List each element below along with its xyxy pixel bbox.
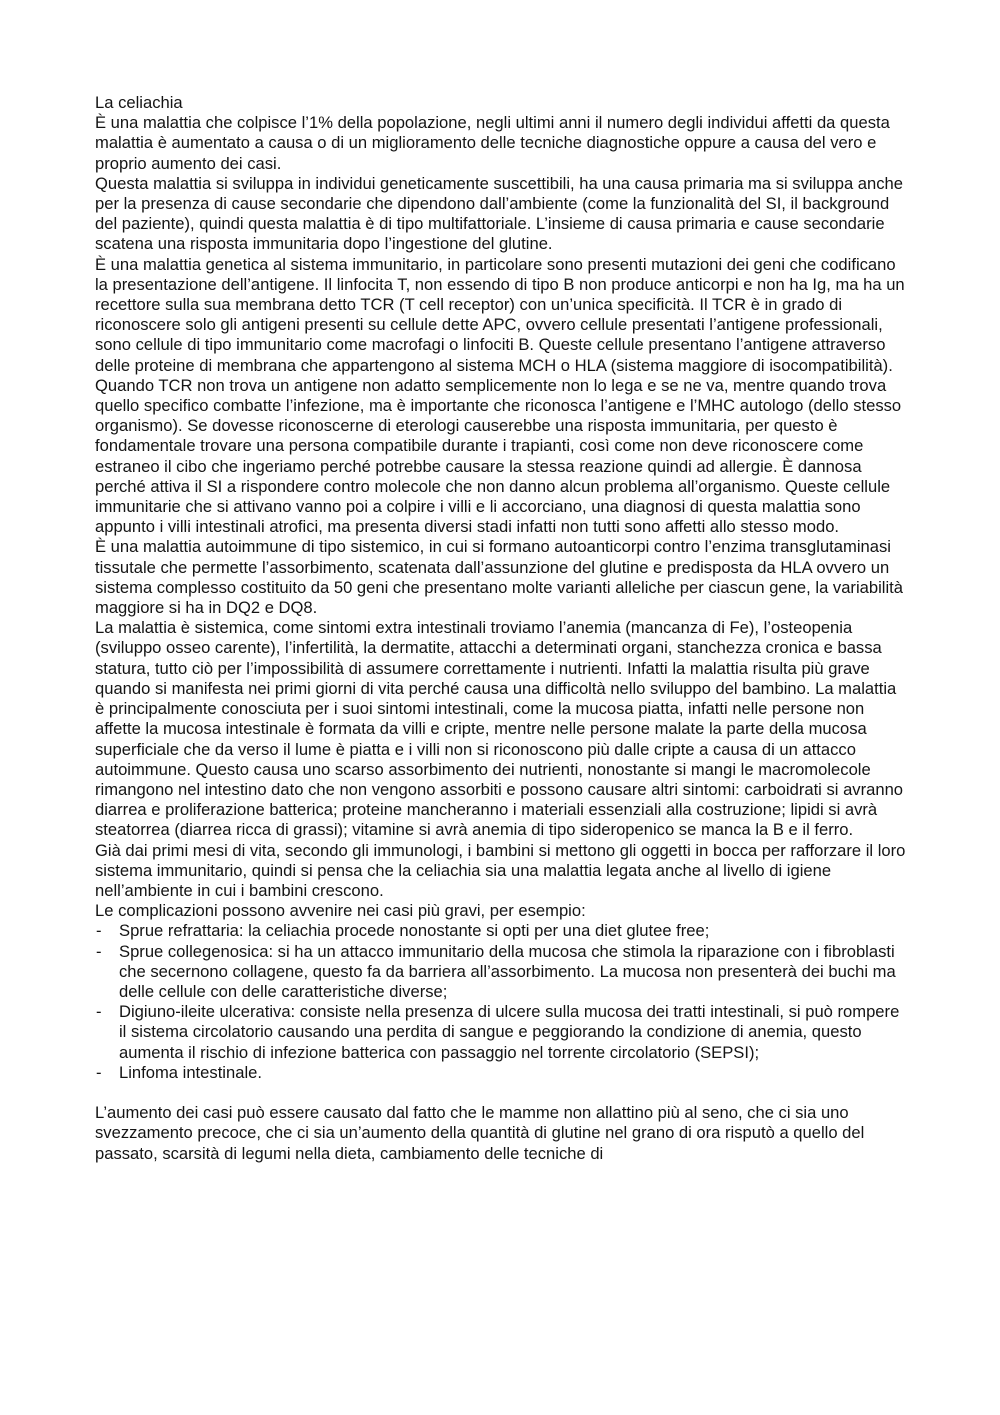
list-item-text: Sprue collegenosica: si ha un attacco immunitario della mucosa che stimola la riparazione con i fibroblasti che secernono collagene, questo fa da barriera all’assorbimento. La mucosa non presenterà dei buchi ma delle cellule con delle caratteristiche diverse; <box>119 941 896 1001</box>
list-item <box>95 1063 910 1083</box>
complications-list <box>95 921 910 1083</box>
bullet-dash: - <box>96 1002 102 1022</box>
blank-line <box>95 1083 910 1103</box>
paragraph-genetics: È una malattia genetica al sistema immunitario, in particolare sono presenti mutazioni dei geni che codificano la presentazione dell’antigene. Il linfocita T, non essendo di tipo B non produce anticorpi e non ha Ig, ma ha un recettore sulla sua membrana detto TCR (T cell receptor) con un’unica specificità. Il TCR è in grado di riconoscere solo gli antigeni presenti su cellule dette APC, ovvero cellule presentati l’antigene professionali, sono cellule di tipo immunitario come macrofagi o linfociti B. Queste cellule presentano l’antigene attraverso delle proteine di membrana che appartengono al sistema MCH o HLA (sistema maggiore di isocompatibilità). Quando TCR non trova un antigene non adatto semplicemente non lo lega e se ne va, mentre quando trova quello specifico combatte l’infezione, ma è importante che riconosca l’antigene e l’MHC autologo (dello stesso organismo). Se dovesse riconoscerne di eterologi causerebbe una risposta immunitaria, per questo è fondamentale trovare una persona compatibile durante i trapianti, così come non deve riconoscere come estraneo il cibo che ingeriamo perché potrebbe causare la stessa reazione quindi ad allergie. È dannosa perché attiva il SI a rispondere contro molecole che non danno alcun problema all’organismo. Queste cellule immunitarie che si attivano vanno poi a colpire i villi e li accorciano, una diagnosi di questa malattia sono appunto i villi intestinali atrofici, ma presenta diversi stadi infatti non tutti sono affetti allo stesso modo. <box>95 254 905 537</box>
list-item <box>95 942 910 1003</box>
paragraph-complications-intro: Le complicazioni possono avvenire nei casi più gravi, per esempio: <box>95 901 586 921</box>
document-body <box>95 93 910 1164</box>
bullet-dash: - <box>96 921 102 941</box>
bullet-dash: - <box>96 1062 102 1082</box>
paragraph-multifactorial: Questa malattia si sviluppa in individui geneticamente suscettibili, ha una causa primaria ma si sviluppa anche per la presenza di cause secondarie che dipendono dall’ambiente (come la funzionalità del SI, il background del paziente), quindi questa malattia è di tipo multifattoriale. L’insieme di causa primaria e cause secondarie scatena una risposta immunitaria dopo l’ingestione del glutine. <box>95 173 903 254</box>
list-item-text: Linfoma intestinale. <box>119 1062 262 1082</box>
list-item <box>95 921 910 941</box>
document-title: La celiachia <box>95 93 183 112</box>
bullet-dash: - <box>96 941 102 961</box>
list-item-text: Sprue refrattaria: la celiachia procede nonostante si opti per una diet glutee free; <box>119 921 710 941</box>
paragraph-hygiene: Già dai primi mesi di vita, secondo gli immunologi, i bambini si mettono gli oggetti in bocca per rafforzare il loro sistema immunitario, quindi si pensa che la celiachia sia una malattia legata anche al livello di igiene nell’ambiente in cui i bambini crescono. <box>95 840 906 900</box>
paragraph-causes: L’aumento dei casi può essere causato dal fatto che le mamme non allattino più al seno, che ci sia uno svezzamento precoce, che ci sia un’aumento della quantità di glutine nel grano di ora risputò a quello del passato, scarsità di legumi nella dieta, cambiamento delle tecniche di <box>95 1103 865 1163</box>
list-item <box>95 1002 910 1063</box>
paragraph-autoimmune: È una malattia autoimmune di tipo sistemico, in cui si formano autoanticorpi contro l’enzima transglutaminasi tissutale che permette l’assorbimento, scatenata dall’assunzione del glutine e predisposta da HLA ovvero un sistema complesso costituito da 50 geni che presentano molte varianti alleliche per ciascun gene, la variabilità maggiore si ha in DQ2 e DQ8. <box>95 537 904 618</box>
paragraph-symptoms: La malattia è sistemica, come sintomi extra intestinali troviamo l’anemia (mancanza di Fe), l’osteopenia (sviluppo osseo carente), l’infertilità, la dermatite, attacchi a determinati organi, stanchezza cronica e bassa statura, tutto ciò per l’impossibilità di assumere correttamente i nutrienti. Infatti la malattia risulta più grave quando si manifesta nei primi giorni di vita perché causa una difficoltà nello sviluppo del bambino. La malattia è principalmente conosciuta per i suoi sintomi intestinali, come la mucosa piatta, infatti nelle persone non affette la mucosa intestinale è formata da villi e cripte, mentre nelle persone malate la parte della mucosa superficiale che da verso il lume è piatta e i villi non si riconoscono più dalle cripte a causa di un attacco autoimmune. Questo causa uno scarso assorbimento dei nutrienti, nonostante si mangi le macromolecole rimangono nel intestino dato che non vengono assorbiti e possono causare altri sintomi: carboidrati si avranno diarrea e proliferazione batterica; proteine mancheranno i materiali essenziali alla costruzione; lipidi si avrà steatorrea (diarrea ricca di grassi); vitamine si avrà anemia di tipo sideropenico se manca la B e il ferro. <box>95 618 904 840</box>
list-item-text: Digiuno-ileite ulcerativa: consiste nella presenza di ulcere sulla mucosa dei tratti intestinali, si può rompere il sistema circolatorio causando una perdita di sangue e peggiorando la condizione di anemia, questo aumenta il rischio di infezione batterica con passaggio nel torrente circolatorio (SEPSI); <box>119 1002 900 1062</box>
paragraph-prevalence: È una malattia che colpisce l’1% della popolazione, negli ultimi anni il numero degli individui affetti da questa malattia è aumentato a causa o di un miglioramento delle tecniche diagnostiche oppure a causa del vero e proprio aumento dei casi. <box>95 113 890 173</box>
